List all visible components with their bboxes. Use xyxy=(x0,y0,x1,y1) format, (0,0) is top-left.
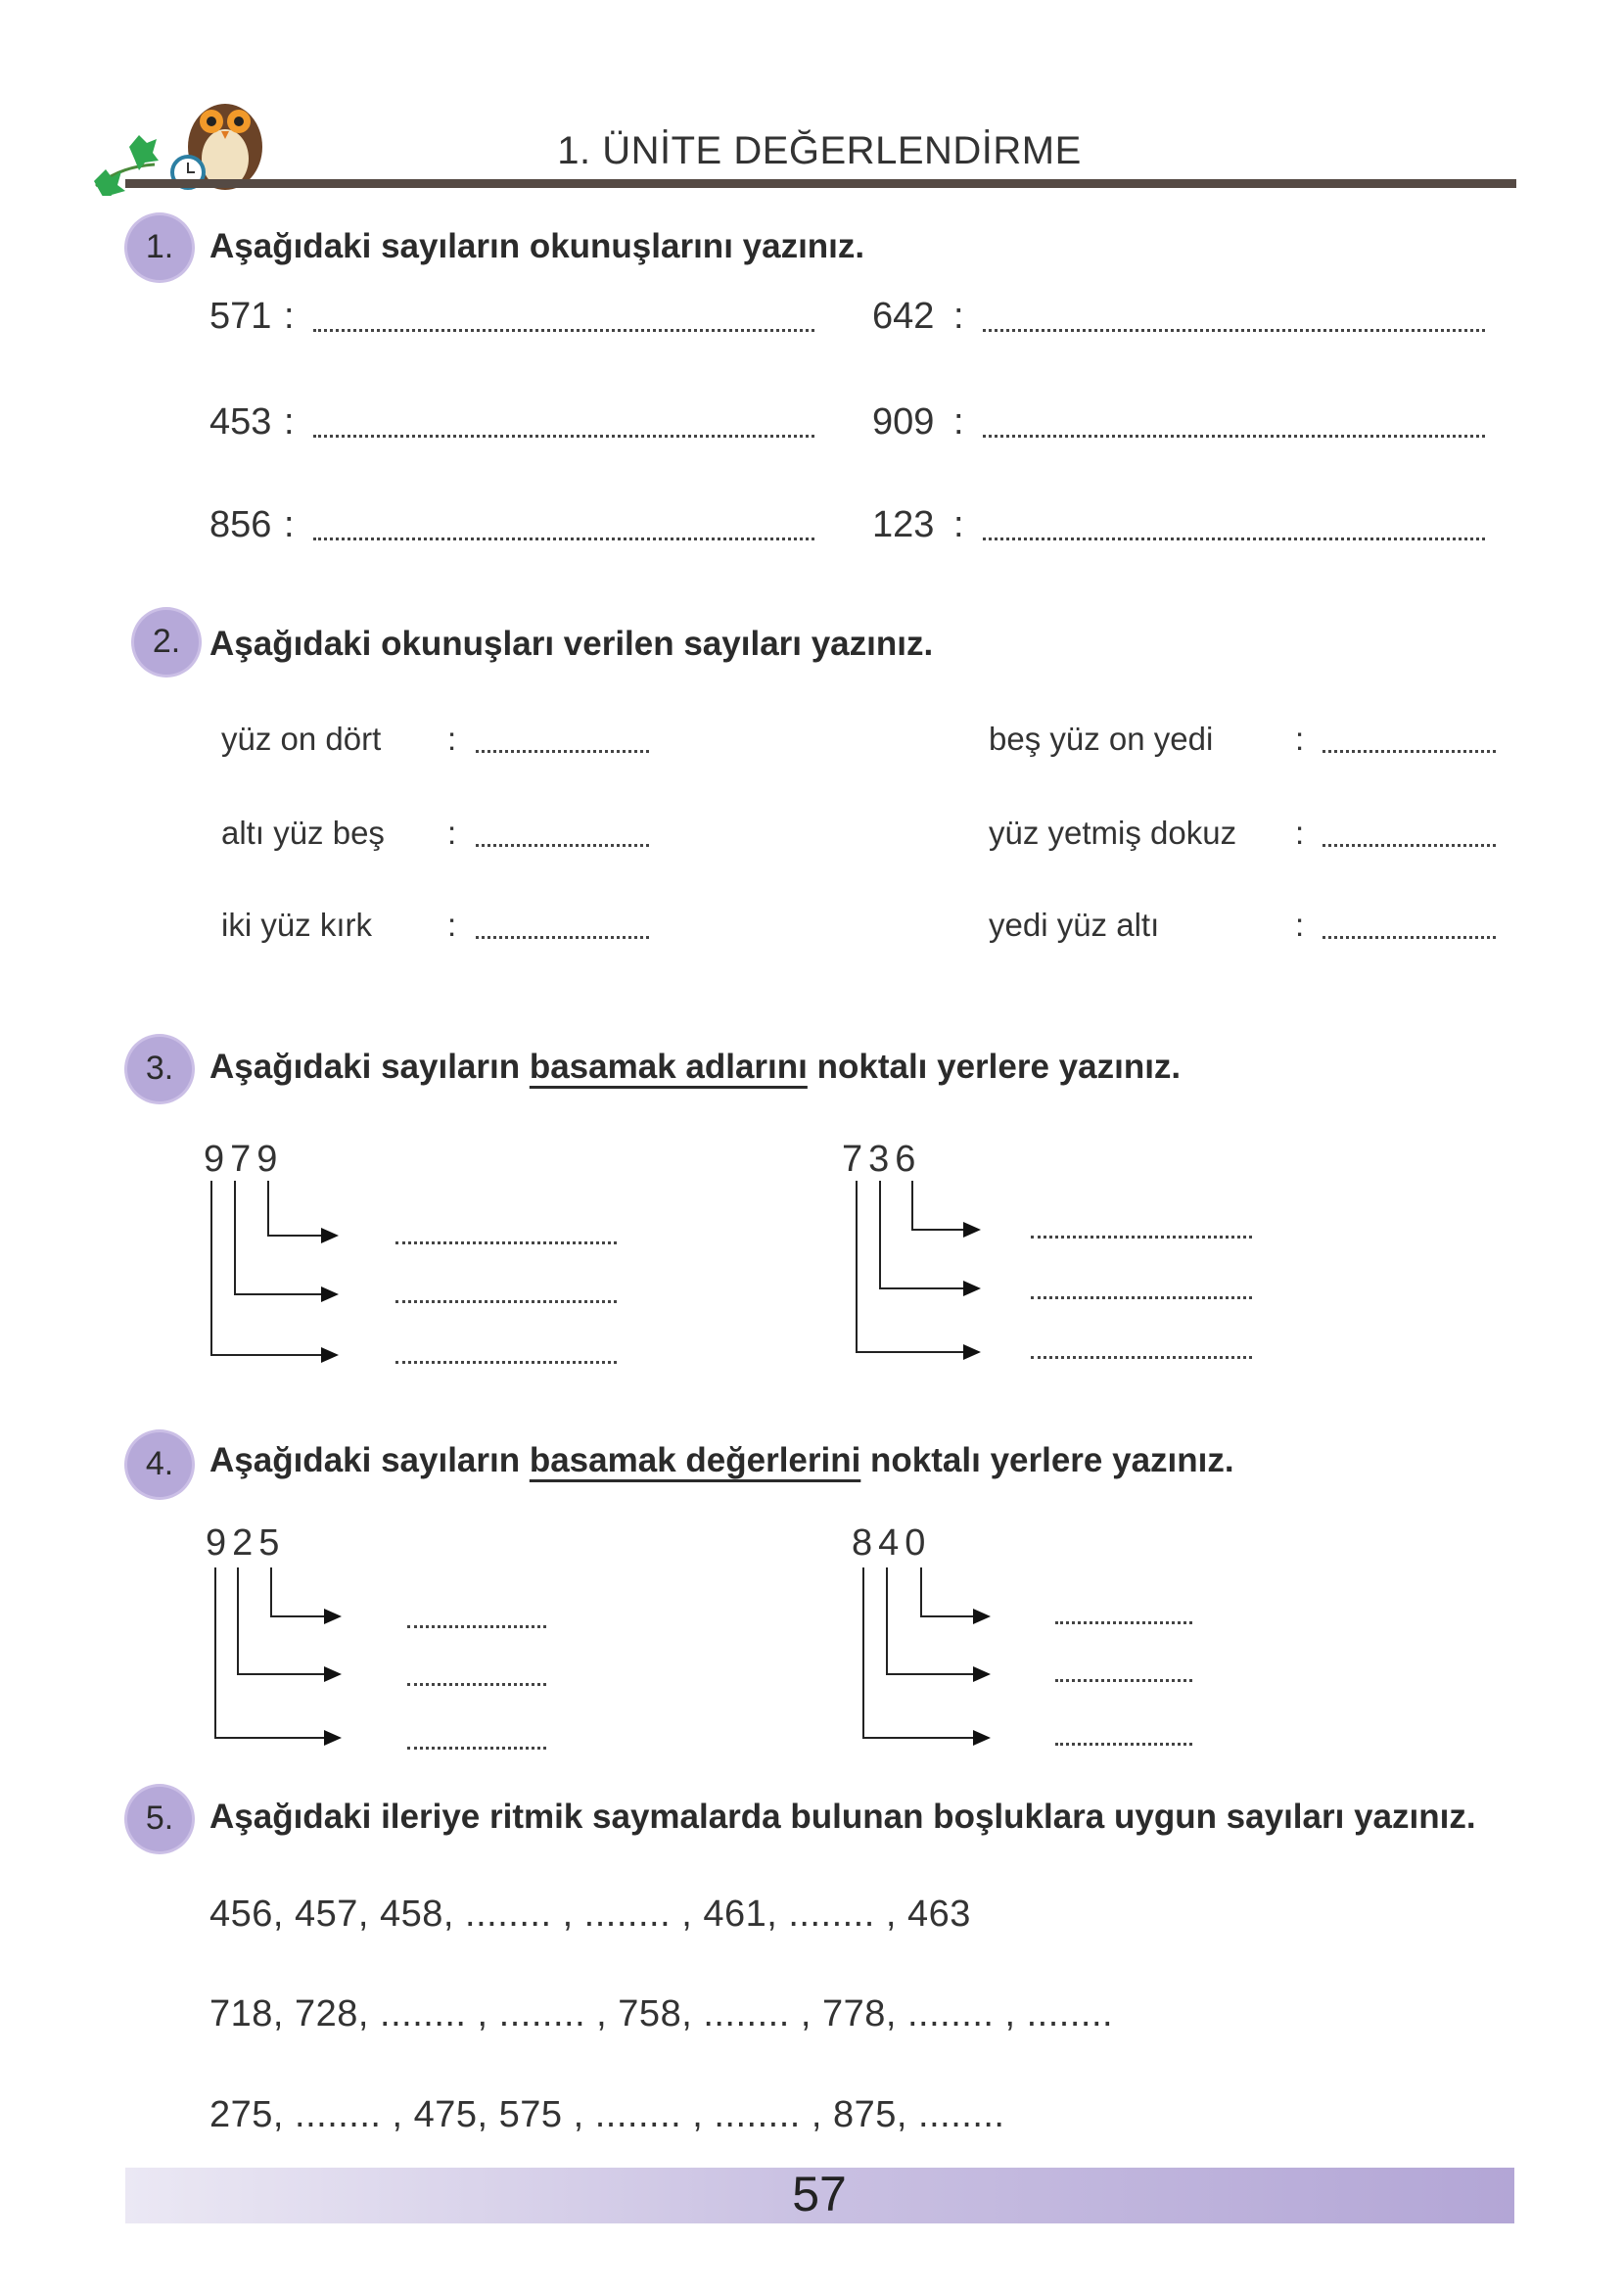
number-979: 979 xyxy=(204,1139,284,1180)
answer-blank[interactable] xyxy=(1031,1356,1252,1359)
page-number: 57 xyxy=(792,2167,847,2221)
number-label: 571 xyxy=(209,296,272,337)
number-840: 840 xyxy=(852,1522,932,1564)
answer-blank[interactable] xyxy=(407,1683,546,1686)
answer-blank[interactable] xyxy=(1055,1621,1192,1624)
word-label: iki yüz kırk xyxy=(221,907,373,943)
number-736: 736 xyxy=(842,1139,922,1180)
colon: : xyxy=(953,401,964,443)
answer-blank[interactable] xyxy=(407,1747,546,1750)
question-2-text: Aşağıdaki okunuşları verilen sayıları yazınız. xyxy=(209,625,934,663)
question-badge-5: 5. xyxy=(127,1787,192,1851)
number-label: 642 xyxy=(872,296,935,337)
answer-blank[interactable] xyxy=(395,1241,617,1244)
colon: : xyxy=(447,815,457,851)
answer-blank[interactable] xyxy=(1031,1236,1252,1239)
answer-blank[interactable] xyxy=(1055,1743,1192,1746)
colon: : xyxy=(1295,907,1305,943)
question-4-text: Aşağıdaki sayıların basamak değerlerini noktalı yerlere yazınız. xyxy=(209,1441,1234,1479)
sequence-row-2[interactable]: 718, 728, ........ , ........ , 758, ........ , 778, ........ , ........ xyxy=(209,1993,1114,2034)
word-label: altı yüz beş xyxy=(221,815,385,851)
colon: : xyxy=(953,504,964,545)
colon: : xyxy=(1295,721,1305,757)
number-label: 123 xyxy=(872,504,935,545)
answer-blank[interactable] xyxy=(1055,1679,1192,1682)
answer-blank[interactable] xyxy=(395,1361,617,1364)
word-label: beş yüz on yedi xyxy=(989,721,1214,757)
question-1-text: Aşağıdaki sayıların okunuşlarını yazınız. xyxy=(209,227,865,265)
sequence-row-1[interactable]: 456, 457, 458, ........ , ........ , 461, ........ , 463 xyxy=(209,1894,971,1935)
colon: : xyxy=(284,401,295,443)
colon: : xyxy=(1295,815,1305,851)
colon: : xyxy=(447,721,457,757)
colon: : xyxy=(953,296,964,337)
word-label: yedi yüz altı xyxy=(989,907,1160,943)
answer-blank[interactable] xyxy=(407,1625,546,1628)
question-3-text: Aşağıdaki sayıların basamak adlarını noktalı yerlere yazınız. xyxy=(209,1048,1182,1086)
word-label: yüz yetmiş dokuz xyxy=(989,815,1237,851)
colon: : xyxy=(284,504,295,545)
question-badge-1: 1. xyxy=(127,215,192,280)
colon: : xyxy=(284,296,295,337)
number-label: 909 xyxy=(872,401,935,443)
word-label: yüz on dört xyxy=(221,721,382,757)
question-5-text: Aşağıdaki ileriye ritmik saymalarda bulunan boşluklara uygun sayıları yazınız. xyxy=(209,1798,1476,1836)
number-925: 925 xyxy=(206,1522,286,1564)
question-badge-3: 3. xyxy=(127,1037,192,1101)
page-title: 1. ÜNİTE DEĞERLENDİRME xyxy=(557,129,1082,172)
answer-blank[interactable] xyxy=(395,1300,617,1303)
number-label: 856 xyxy=(209,504,272,545)
sequence-row-3[interactable]: 275, ........ , 475, 575 , ........ , ........ , 875, ........ xyxy=(209,2094,1005,2135)
question-badge-4: 4. xyxy=(127,1432,192,1497)
question-badge-2: 2. xyxy=(134,610,199,675)
number-label: 453 xyxy=(209,401,272,443)
answer-blank[interactable] xyxy=(1031,1296,1252,1299)
colon: : xyxy=(447,907,457,943)
